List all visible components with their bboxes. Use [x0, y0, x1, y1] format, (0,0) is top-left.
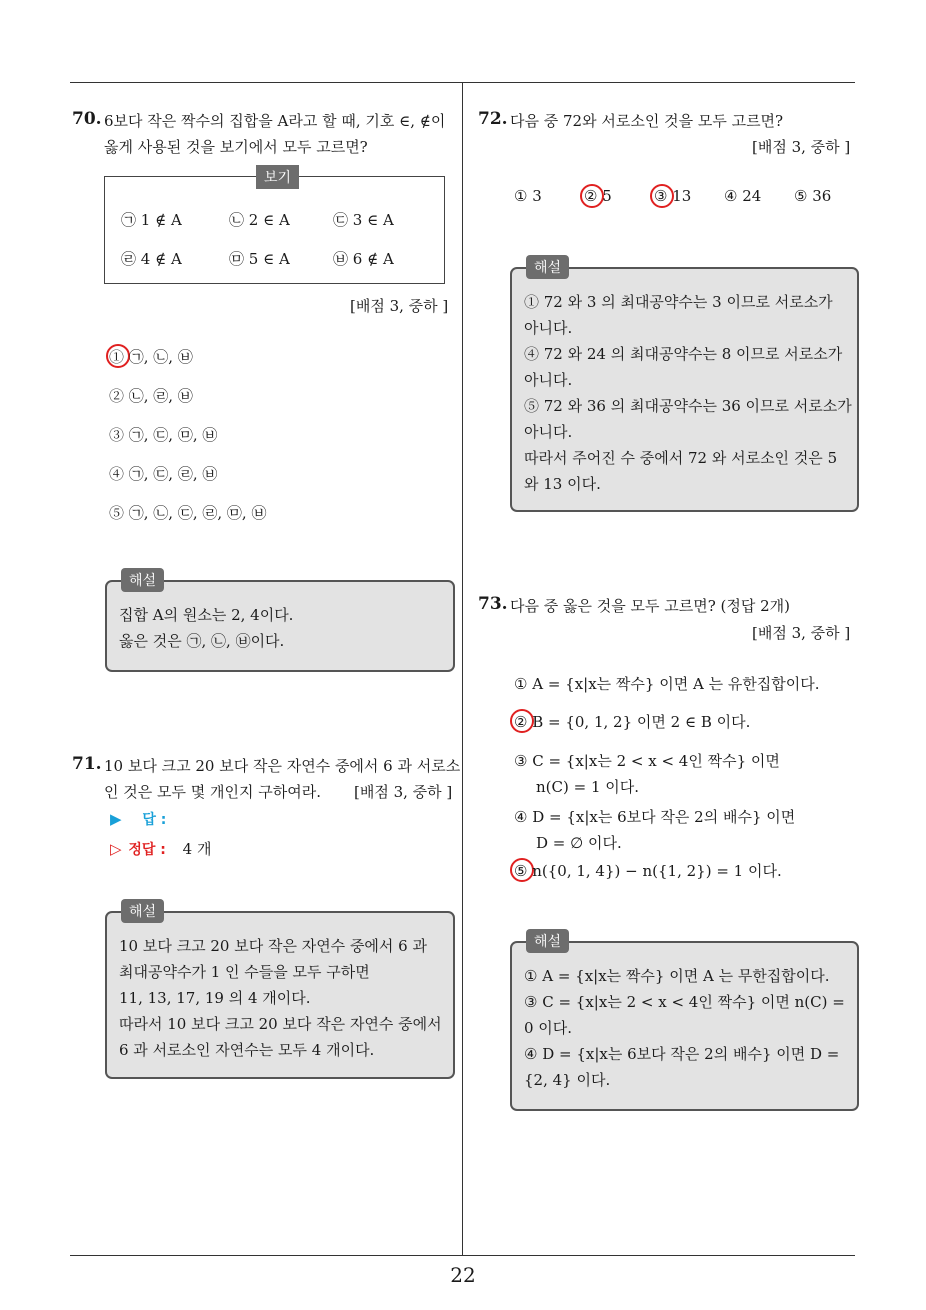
choice-3[interactable]: ③ C = {x|x는 2 < x < 4인 짝수} 이면 [514, 752, 780, 770]
choice-2[interactable]: ② ㉡, ㉣, ㉥ [109, 387, 193, 405]
correct-answer-row [110, 838, 211, 859]
choice-4[interactable]: ④ 24 [724, 187, 762, 205]
choice-2[interactable]: ② B = {0, 1, 2} 이면 2 ∈ B 이다. [514, 713, 751, 731]
solution-box [105, 904, 455, 1079]
question-text-line-1: 10 보다 크고 20 보다 작은 자연수 중에서 6 과 서로소 [104, 757, 461, 775]
answer-label: 답 : [142, 812, 167, 828]
correct-arrow-icon: ▷ [110, 840, 122, 858]
correct-label: 정답 : [128, 842, 166, 858]
solution-line: 0 이다. [524, 1019, 573, 1037]
question-text-line-1: 다음 중 옳은 것을 모두 고르면? (정답 2개) [510, 597, 791, 615]
solution-line: ③ C = {x|x는 2 < x < 4인 짝수} 이면 n(C) = [524, 993, 845, 1011]
solution-line: 따라서 주어진 수 중에서 72 와 서로소인 것은 5 [524, 449, 838, 467]
solution-line: 10 보다 크고 20 보다 작은 자연수 중에서 6 과 [119, 937, 427, 955]
solution-line: ⑤ 72 와 36 의 최대공약수는 36 이므로 서로소가 [524, 397, 852, 415]
solution-box [510, 260, 859, 512]
page-number: 22 [450, 1263, 476, 1287]
choice-1[interactable]: ① 3 [514, 187, 542, 205]
choice-5[interactable]: ⑤ n({0, 1, 4}) − n({1, 2}) = 1 이다. [514, 862, 782, 880]
score-meta: [배점 3, 중하 ] [752, 138, 851, 156]
solution-tag: 해설 [526, 929, 569, 953]
solution-line: 최대공약수가 1 인 수들을 모두 구하면 [119, 963, 370, 981]
solution-tag: 해설 [121, 899, 164, 923]
solution-tag: 해설 [526, 255, 569, 279]
bottom-rule [70, 1255, 855, 1256]
question-number: 73. [478, 594, 508, 614]
choice-4[interactable]: ④ ㉠, ㉢, ㉣, ㉥ [109, 465, 218, 483]
choice-4-cont: D = ∅ 이다. [536, 834, 622, 852]
choice-1[interactable]: ① ㉠, ㉡, ㉥ [109, 348, 193, 366]
answer-input[interactable] [171, 810, 251, 824]
column-divider [462, 83, 463, 1255]
bogi-item: ㉡ 2 ∈ A [229, 211, 290, 229]
solution-line: 아니다. [524, 423, 573, 441]
choice-4[interactable]: ④ D = {x|x는 6보다 작은 2의 배수} 이면 [514, 808, 796, 826]
bogi-title: 보기 [256, 165, 299, 189]
solution-line: {2, 4} 이다. [524, 1071, 611, 1089]
score-meta: [배점 3, 중하 ] [354, 783, 453, 801]
solution-line: ① A = {x|x는 짝수} 이면 A 는 무한집합이다. [524, 967, 830, 985]
solution-line: 와 13 이다. [524, 475, 601, 493]
solution-line: ① 72 와 3 의 최대공약수는 3 이므로 서로소가 [524, 293, 833, 311]
choice-2[interactable]: ② 5 [584, 187, 612, 205]
bogi-item: ㉢ 3 ∈ A [333, 211, 394, 229]
correct-value: 4 개 [182, 840, 212, 858]
answer-arrow-icon: ▶ [110, 810, 122, 828]
solution-line: 아니다. [524, 371, 573, 389]
bogi-item: ㉠ 1 ∉ A [121, 211, 182, 229]
question-number: 71. [72, 754, 102, 774]
solution-tag: 해설 [121, 568, 164, 592]
solution-line: 집합 A의 원소는 2, 4이다. [119, 606, 294, 624]
question-number: 70. [72, 109, 102, 129]
question-number: 72. [478, 109, 508, 129]
bogi-box [104, 170, 445, 284]
bogi-item: ㉤ 5 ∈ A [229, 250, 290, 268]
solution-line: ④ 72 와 24 의 최대공약수는 8 이므로 서로소가 [524, 345, 843, 363]
solution-line: 아니다. [524, 319, 573, 337]
bogi-item: ㉥ 6 ∉ A [333, 250, 394, 268]
solution-line: 따라서 10 보다 크고 20 보다 작은 자연수 중에서 [119, 1015, 442, 1033]
solution-line: 11, 13, 17, 19 의 4 개이다. [119, 989, 311, 1007]
question-text-line-1: 6보다 작은 짝수의 집합을 A라고 할 때, 기호 ∈, ∉이 [104, 112, 446, 130]
choice-5[interactable]: ⑤ ㉠, ㉡, ㉢, ㉣, ㉤, ㉥ [109, 504, 267, 522]
choice-5[interactable]: ⑤ 36 [794, 187, 832, 205]
answer-row [110, 809, 251, 829]
bogi-item: ㉣ 4 ∉ A [121, 250, 182, 268]
score-meta: [배점 3, 중하 ] [350, 297, 449, 315]
solution-line: ④ D = {x|x는 6보다 작은 2의 배수} 이면 D = [524, 1045, 840, 1063]
score-meta: [배점 3, 중하 ] [752, 624, 851, 642]
solution-line: 옳은 것은 ㉠, ㉡, ㉥이다. [119, 632, 285, 650]
question-text-line-2: 옳게 사용된 것을 보기에서 모두 고르면? [104, 138, 368, 156]
choice-1[interactable]: ① A = {x|x는 짝수} 이면 A 는 유한집합이다. [514, 675, 820, 693]
choice-3[interactable]: ③ ㉠, ㉢, ㉤, ㉥ [109, 426, 218, 444]
question-text-line-1: 다음 중 72와 서로소인 것을 모두 고르면? [510, 112, 784, 130]
solution-box [510, 934, 859, 1111]
question-text-line-2: 인 것은 모두 몇 개인지 구하여라. [104, 783, 321, 801]
choice-3-cont: n(C) = 1 이다. [536, 778, 640, 796]
solution-line: 6 과 서로소인 자연수는 모두 4 개이다. [119, 1041, 375, 1059]
choice-3[interactable]: ③ 13 [654, 187, 692, 205]
solution-box [105, 573, 455, 672]
